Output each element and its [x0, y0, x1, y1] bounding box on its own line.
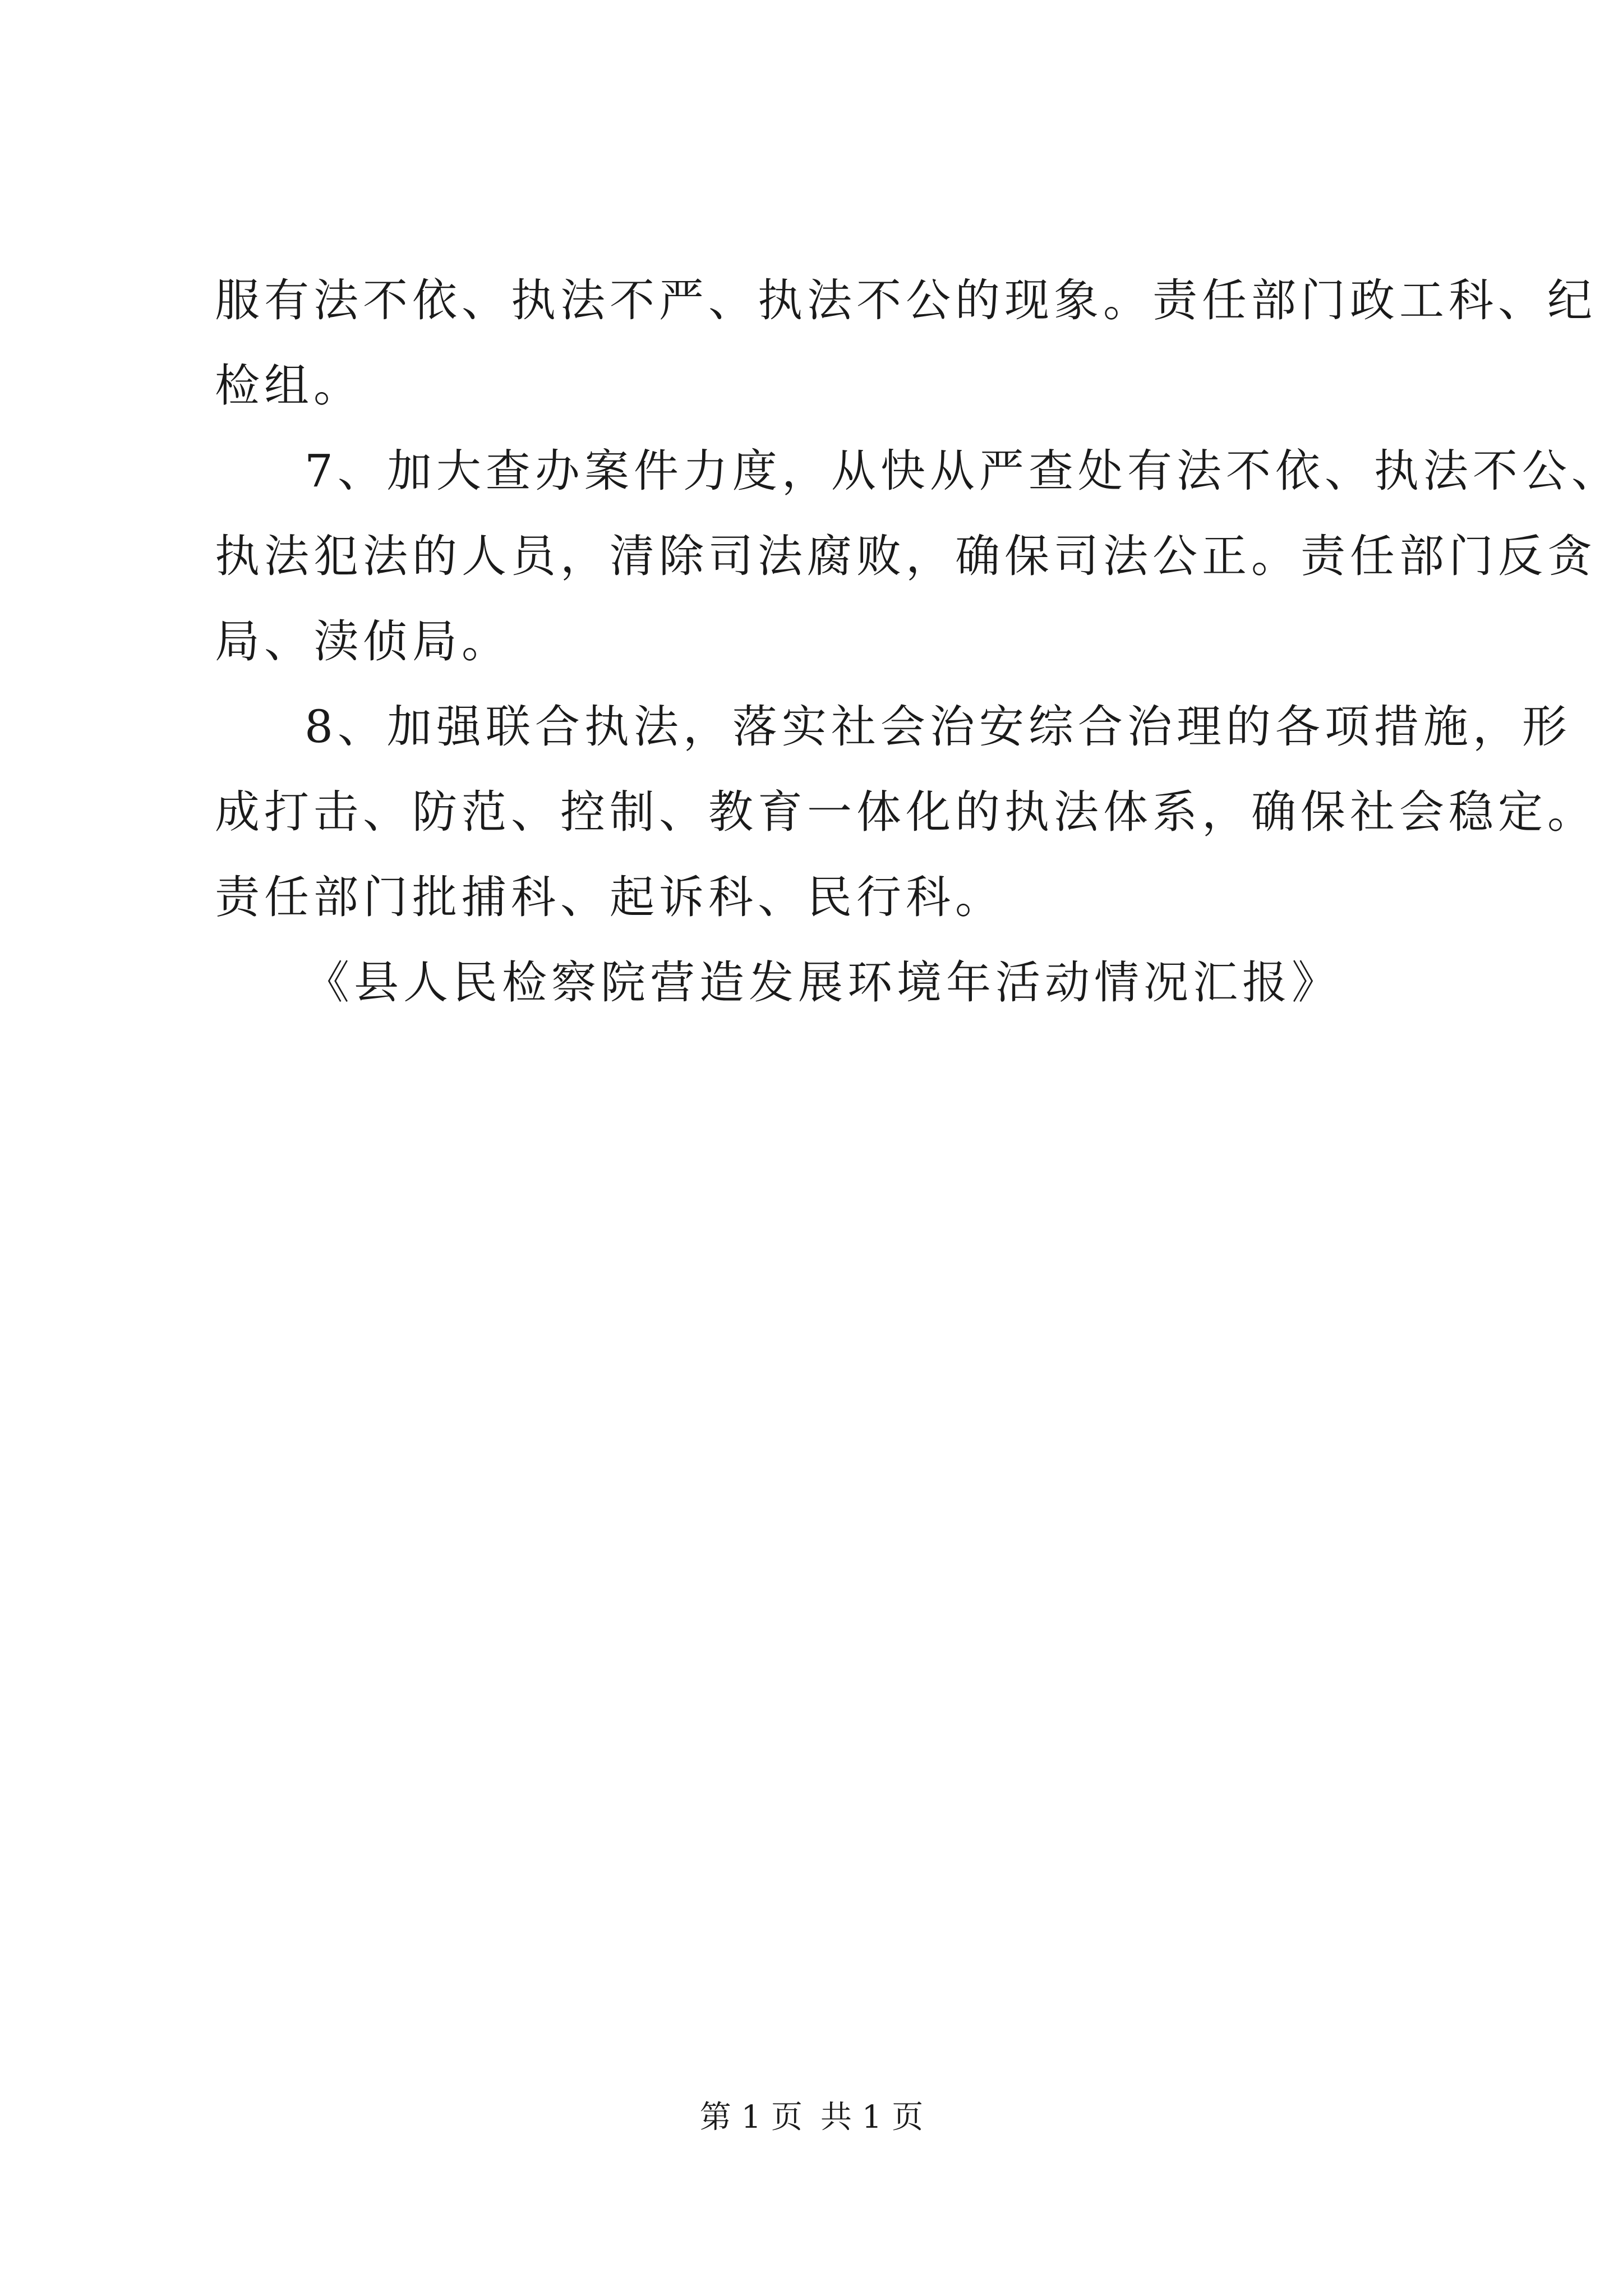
text-line-item-7: 7、加大查办案件力度，从快从严查处有法不依、执法不公、 — [305, 445, 1621, 497]
document-title-reference: 《县人民检察院营造发展环境年活动情况汇报》 — [305, 956, 1341, 1009]
page-footer — [0, 2095, 1623, 2140]
document-body — [215, 258, 1621, 1025]
text-line: 责任部门批捕科、起诉科、民行科。 — [215, 871, 1004, 923]
text-line: 成打击、防范、控制、教育一体化的执法体系，确保社会稳定。 — [215, 786, 1597, 838]
text-line-item-8: 8、加强联合执法，落实社会治安综合治理的各项措施，形 — [305, 701, 1571, 753]
page-number: 第 1 页 — [699, 2099, 803, 2136]
page-total: 共 1 页 — [820, 2099, 924, 2136]
text-line: 检组。 — [215, 360, 363, 412]
text-line: 服有法不依、执法不严、执法不公的现象。责任部门政工科、纪 — [215, 274, 1597, 326]
text-line: 局、渎侦局。 — [215, 615, 511, 668]
text-line: 执法犯法的人员，清除司法腐败，确保司法公正。责任部门反贪 — [215, 530, 1597, 582]
